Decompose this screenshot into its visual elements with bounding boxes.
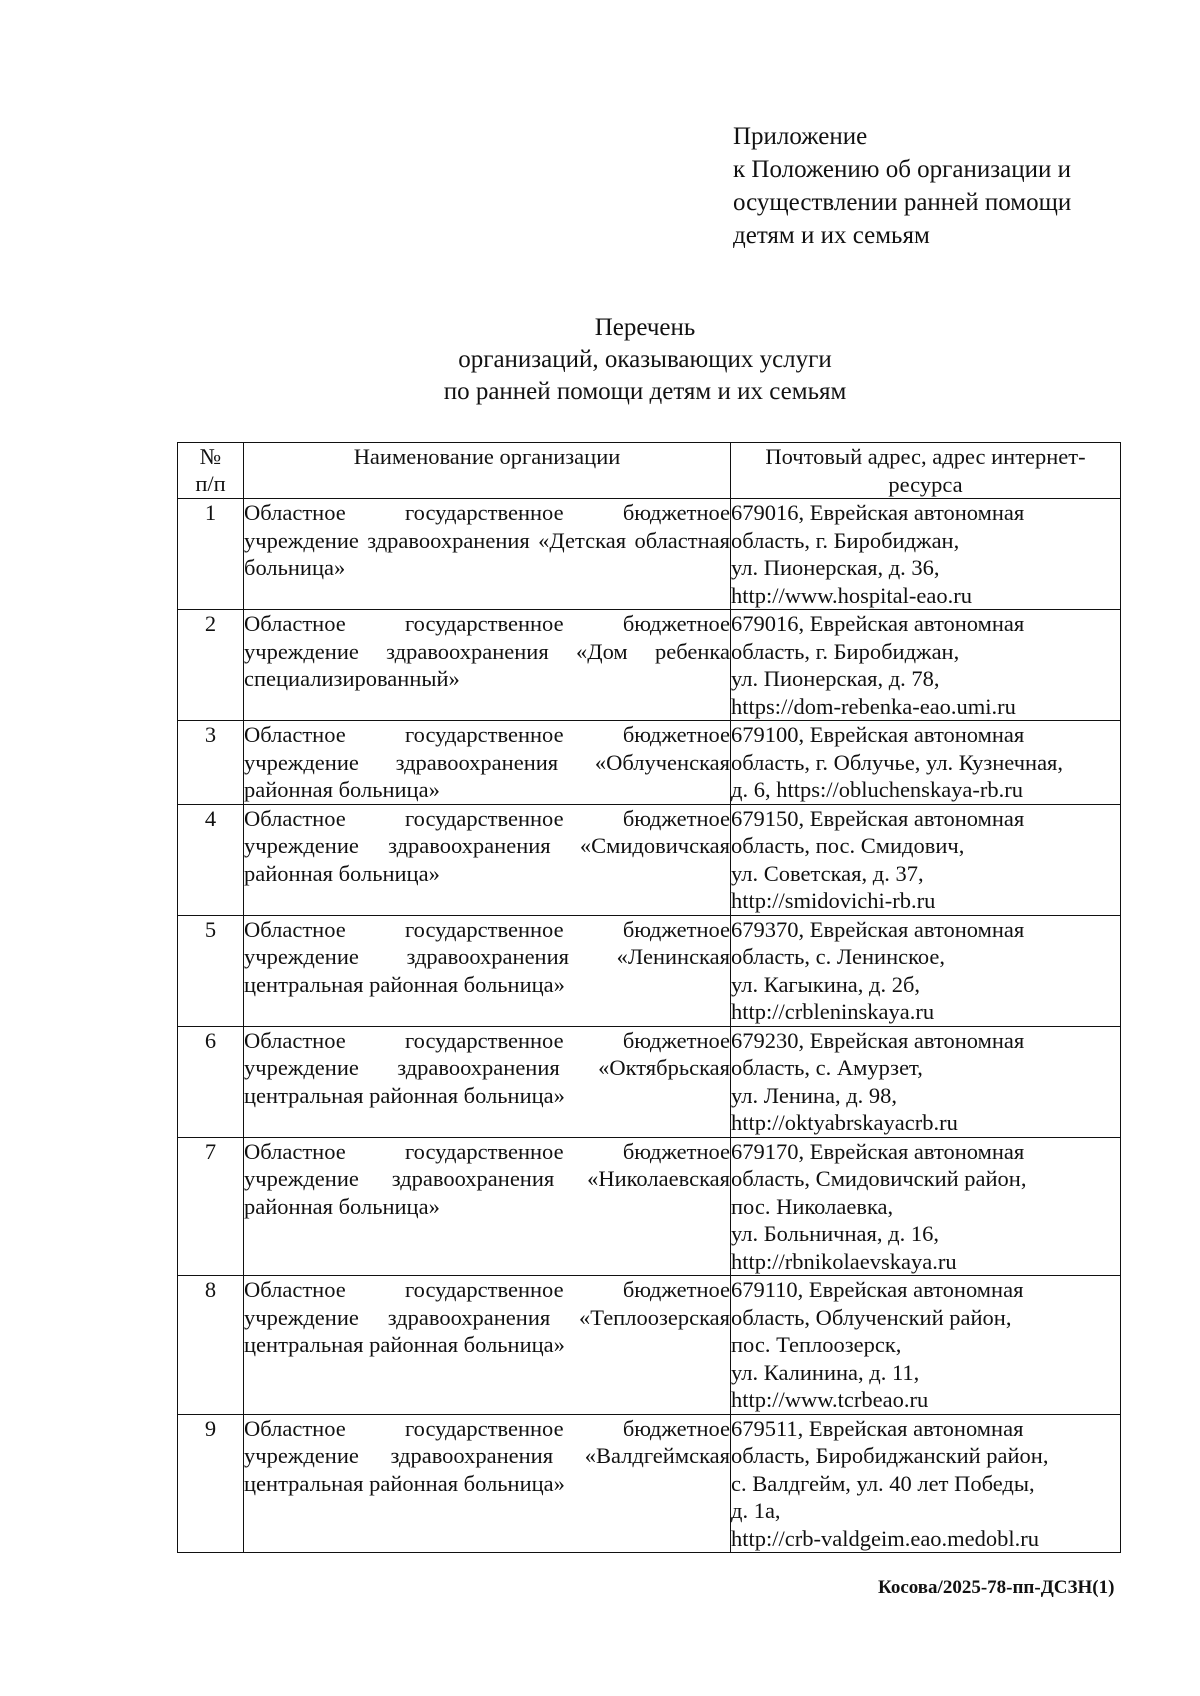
address-line: http://crbleninskaya.ru [731, 999, 935, 1024]
table-row [178, 1414, 1121, 1553]
address-line: ул. Кагыкина, д. 2б, [731, 971, 921, 997]
address-line: область, Биробиджанский район, [731, 1443, 1049, 1468]
organization-address [731, 1276, 1121, 1415]
address-line: область, г. Биробиджан, [731, 638, 960, 664]
address-line: ул. Советская, д. 37, [731, 860, 924, 886]
organization-address [731, 499, 1121, 610]
address-line: 679110, Еврейская автономная [731, 1277, 1024, 1302]
appendix-line: детям и их семьям [733, 222, 930, 249]
title-line: Перечень [594, 314, 696, 341]
organization-address [731, 1414, 1121, 1553]
address-line: с. Валдгейм, ул. 40 лет Победы, [731, 1470, 1035, 1496]
table-row [178, 499, 1121, 610]
address-line: 679511, Еврейская автономная [731, 1415, 1024, 1441]
row-number: 2 [178, 610, 244, 721]
address-line: область, с. Амурзет, [731, 1055, 923, 1080]
address-line: пос. Теплоозерск, [731, 1332, 902, 1357]
address-line: http://oktyabrskayacrb.ru [731, 1110, 958, 1135]
row-number: 9 [178, 1414, 244, 1553]
address-line: ул. Калинина, д. 11, [731, 1359, 920, 1385]
table-row [178, 610, 1121, 721]
address-line: http://www.tcrbeao.ru [731, 1387, 929, 1412]
table-row [178, 915, 1121, 1026]
address-line: 679150, Еврейская автономная [731, 805, 1025, 831]
row-number: 3 [178, 721, 244, 805]
address-line: ул. Пионерская, д. 78, [731, 666, 940, 691]
address-line: 679370, Еврейская автономная [731, 916, 1025, 942]
address-line: пос. Николаевка, [731, 1193, 894, 1219]
row-number: 6 [178, 1026, 244, 1137]
row-number: 8 [178, 1276, 244, 1415]
table-body [178, 499, 1121, 1553]
table-header-row [178, 443, 1121, 499]
header-address: Почтовый адрес, адрес интернет- ресурса [731, 443, 1121, 499]
address-line: область, г. Биробиджан, [731, 527, 960, 553]
organization-name: Областное государственное бюджетное учреждение здравоохранения «Ленинская центральная районная больница» [244, 915, 731, 1026]
organization-name: Областное государственное бюджетное учреждение здравоохранения «Валдгеймская центральная районная больница» [244, 1414, 731, 1553]
row-number: 1 [178, 499, 244, 610]
organization-name: Областное государственное бюджетное учреждение здравоохранения «Николаевская районная больница» [244, 1137, 731, 1276]
document-title [0, 312, 1200, 408]
organization-address [731, 610, 1121, 721]
organization-address [731, 1137, 1121, 1276]
appendix-heading [733, 120, 1071, 252]
address-line: область, г. Облучье, ул. Кузнечная, [731, 749, 1064, 775]
address-line: http://crb-valdgeim.eao.medobl.ru [731, 1525, 1040, 1551]
organization-address [731, 804, 1121, 915]
address-line: ул. Больничная, д. 16, [731, 1221, 939, 1246]
header-organization-name: Наименование организации [244, 443, 731, 499]
address-line: https://dom-rebenka-eao.umi.ru [731, 693, 1016, 719]
address-line: 679016, Еврейская автономная [731, 611, 1025, 636]
title-line: организаций, оказывающих услуги [458, 346, 832, 373]
address-line: 679100, Еврейская автономная [731, 722, 1025, 747]
organization-name: Областное государственное бюджетное учреждение здравоохранения «Октябрьская центральная районная больница» [244, 1026, 731, 1137]
address-line: область, с. Ленинское, [731, 944, 946, 969]
appendix-line: осуществлении ранней помощи [733, 189, 1072, 216]
address-line: область, Смидовичский район, [731, 1166, 1027, 1191]
row-number: 4 [178, 804, 244, 915]
organization-address [731, 1026, 1121, 1137]
row-number: 7 [178, 1137, 244, 1276]
address-line: ул. Ленина, д. 98, [731, 1082, 898, 1108]
address-line: д. 1а, [731, 1498, 781, 1523]
appendix-line: Приложение [733, 123, 868, 150]
document-code: Косова/2025-78-пп-ДСЗН(1) [878, 1577, 1115, 1598]
organization-name: Областное государственное бюджетное учреждение здравоохранения «Облученская районная больница» [244, 722, 730, 802]
table-row [178, 1137, 1121, 1276]
address-line: д. 6, https://obluchenskaya-rb.ru [731, 777, 1024, 802]
address-line: 679230, Еврейская автономная [731, 1027, 1025, 1053]
organization-name: Областное государственное бюджетное учреждение здравоохранения «Детская областная больница» [244, 499, 731, 610]
table-row [178, 804, 1121, 915]
table-row [178, 721, 1121, 805]
address-line: http://smidovichi-rb.ru [731, 888, 936, 913]
address-line: 679016, Еврейская автономная [731, 500, 1025, 525]
row-number: 5 [178, 915, 244, 1026]
appendix-line: к Положению об организации и [733, 156, 1072, 183]
address-line: область, пос. Смидович, [731, 833, 965, 858]
organization-address [731, 915, 1121, 1026]
address-line: http://www.hospital-eao.ru [731, 582, 972, 608]
organizations-table [177, 442, 1121, 1553]
address-line: область, Облученский район, [731, 1304, 1012, 1330]
organization-name: Областное государственное бюджетное учреждение здравоохранения «Теплоозерская центральная районная больница» [244, 1276, 731, 1415]
header-number: № п/п [178, 443, 244, 499]
address-line: ул. Пионерская, д. 36, [731, 555, 940, 580]
title-line: по ранней помощи детям и их семьям [443, 378, 847, 405]
table-row [178, 1276, 1121, 1415]
address-line: 679170, Еврейская автономная [731, 1138, 1025, 1164]
organization-name: Областное государственное бюджетное учреждение здравоохранения «Дом ребенка специализированный» [244, 610, 731, 721]
organization-address [731, 721, 1121, 805]
address-line: http://rbnikolaevskaya.ru [731, 1248, 957, 1274]
organization-name: Областное государственное бюджетное учреждение здравоохранения «Смидовичская районная больница» [244, 804, 731, 915]
table-row [178, 1026, 1121, 1137]
